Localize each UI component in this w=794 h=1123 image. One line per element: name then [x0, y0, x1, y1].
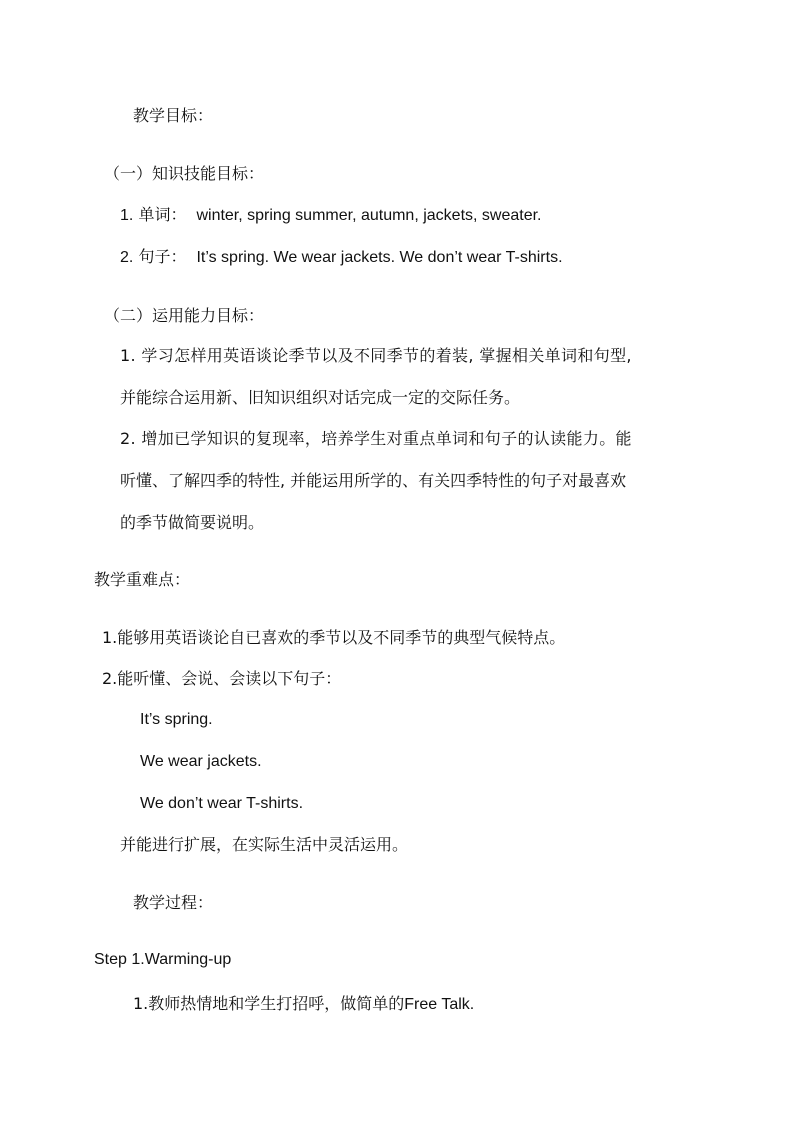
- knowledge-skills-title: （一）知识技能目标：: [104, 164, 265, 183]
- key-points-extend: 并能进行扩展，在实际生活中灵活运用。: [120, 835, 409, 854]
- item-number: 1.: [120, 207, 134, 224]
- key-point-item2: 2.能听懂、会说、会读以下句子：: [102, 669, 342, 688]
- ability-item2-line1: 2. 增加已学知识的复现率，培养学生对重点单词和句子的认读能力。能: [120, 429, 632, 448]
- key-sentence-2: We wear jackets.: [140, 753, 262, 770]
- step1-item1-text: 1.教师热情地和学生打招呼，做简单的: [133, 994, 405, 1013]
- ability-item2-line2: 听懂、了解四季的特性, 并能运用所学的、有关四季特性的句子对最喜欢: [120, 471, 627, 490]
- key-point-item1: 1.能够用英语谈论自已喜欢的季节以及不同季节的典型气候特点。: [102, 628, 566, 647]
- item-label: 句子：: [138, 247, 187, 266]
- step1-item1: [133, 994, 474, 1015]
- knowledge-item-sentences: [120, 247, 563, 268]
- step1-title: Step 1.Warming-up: [94, 951, 232, 968]
- item-label: 单词：: [138, 205, 187, 224]
- sentence-list: It’s spring. We wear jackets. We don’t wear T-shirts.: [196, 249, 563, 266]
- knowledge-item-words: [120, 205, 541, 226]
- heading-teaching-goals: 教学目标：: [133, 106, 214, 125]
- ability-item1-line2: 并能综合运用新、旧知识组织对话完成一定的交际任务。: [120, 388, 521, 407]
- word-list: winter, spring summer, autumn, jackets, sweater.: [196, 207, 542, 224]
- ability-goals-title: （二）运用能力目标：: [104, 306, 265, 325]
- ability-item2-line3: 的季节做简要说明。: [120, 513, 265, 532]
- key-points-title: 教学重难点：: [94, 570, 191, 589]
- key-sentence-3: We don’t wear T-shirts.: [140, 795, 304, 812]
- step1-item1-free-talk: Free Talk.: [404, 996, 475, 1013]
- ability-item1-line1: 1. 学习怎样用英语谈论季节以及不同季节的着装, 掌握相关单词和句型,: [120, 346, 632, 365]
- key-sentence-1: It’s spring.: [140, 711, 213, 728]
- item-number: 2.: [120, 249, 134, 266]
- heading-teaching-process: 教学过程：: [133, 893, 214, 912]
